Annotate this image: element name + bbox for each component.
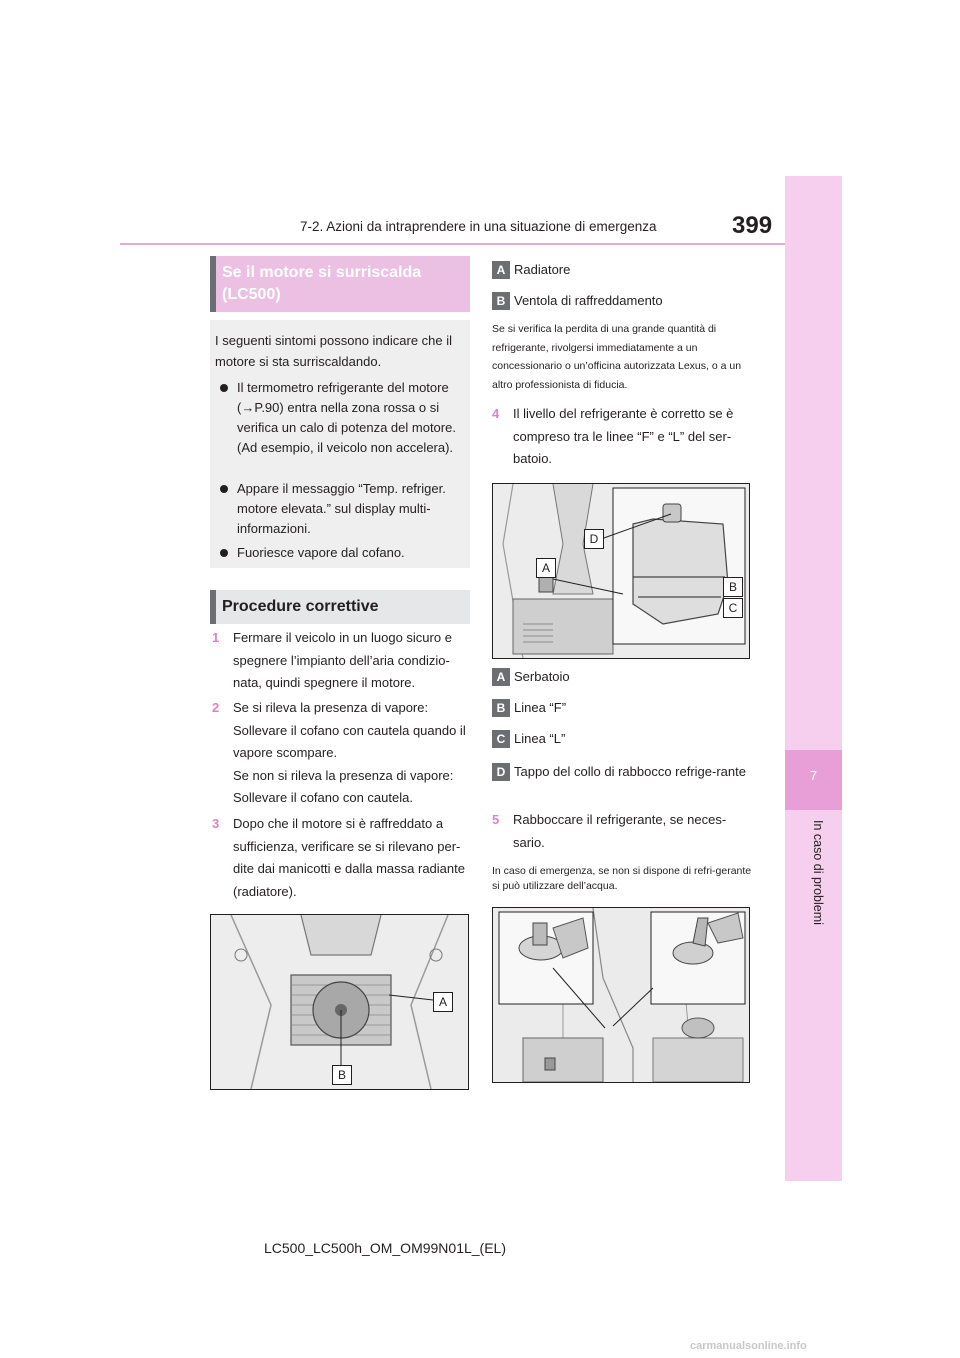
key-badge: B [492, 292, 510, 310]
figure-tag: A [433, 992, 453, 1012]
step-text: Rabboccare il refrigerante, se neces-sario. [513, 812, 727, 850]
key-label: Tappo del collo di rabbocco refrige-rante [514, 764, 746, 779]
page-number: 399 [732, 212, 773, 239]
procedure-heading-text: Procedure correttive [222, 598, 379, 615]
step-item [212, 697, 477, 810]
overheat-heading [210, 256, 470, 312]
key-label: Radiatore [514, 262, 571, 277]
key-badge: A [492, 261, 510, 279]
key-badge: A [492, 668, 510, 686]
symptom-item [220, 543, 465, 563]
header-rule [120, 243, 785, 245]
figure-tag: B [723, 577, 743, 597]
side-tab-band [785, 176, 842, 1181]
step-text: Dopo che il motore si è raffreddato a sufficienza, verificare se si rilevano per-dite dai manicotti e dalla massa radiante (radiatore). [233, 816, 465, 899]
key-label: Linea “L” [514, 731, 566, 746]
step-text: Se si rileva la presenza di vapore: Sollevare il cofano con cautela quando il vapore scompare. Se non si rileva la presenza di vapore: Sollevare il cofano con cautela. [233, 700, 466, 805]
document-code-text: LC500_LC500h_OM_OM99N01L_(EL) [263, 1240, 507, 1256]
figure-tag: B [332, 1065, 352, 1085]
key-label: Linea “F” [514, 700, 567, 715]
reservoir-illustration [493, 484, 749, 658]
key-badge: D [492, 763, 510, 781]
step-number: 4 [492, 406, 500, 421]
refill-figure [492, 907, 750, 1083]
water-note: In caso di emergenza, se non si dispone di refri-gerante si può utilizzare dell’acqua. [492, 865, 752, 892]
procedure-heading [210, 590, 470, 624]
key-badge: C [492, 730, 510, 748]
key-badge: B [492, 699, 510, 717]
reservoir-figure [492, 483, 750, 659]
chapter-label: In caso di problemi [811, 820, 825, 925]
symptom-text: Fuoriesce vapore dal cofano. [237, 545, 405, 560]
step-number: 1 [212, 630, 220, 645]
overheat-heading-text: Se il motore si surriscalda (LC500) [222, 264, 422, 303]
key-label: Ventola di raffreddamento [514, 293, 663, 308]
bullet-icon [220, 384, 228, 392]
chapter-number: 7 [809, 768, 818, 783]
figure-tag: C [723, 598, 743, 618]
step-item [212, 813, 477, 903]
step-number: 2 [212, 700, 220, 715]
section-title: 7-2. Azioni da intraprendere in una situazione di emergenza [300, 219, 657, 234]
watermark: carmanualsonline.info [690, 1340, 807, 1352]
step-item [492, 809, 754, 854]
symptom-item [220, 378, 465, 458]
refill-illustration [493, 908, 749, 1082]
document-code [0, 1240, 960, 1256]
figure-tag: A [536, 558, 556, 578]
radiator-figure [210, 914, 469, 1090]
figure-tag: D [584, 529, 604, 549]
bullet-icon [220, 549, 228, 557]
symptom-text: Il termometro refrigerante del motore (→P.90) entra nella zona rossa o si verifica un calo di potenza del motore. (Ad esempio, il veicolo non accelera). [237, 380, 456, 455]
symptom-item [220, 479, 465, 539]
step-text: Fermare il veicolo in un luogo sicuro e spegnere l’impianto dell’aria condizio-nata, quindi spegnere il motore. [233, 630, 452, 690]
symptoms-intro: I seguenti sintomi possono indicare che il motore si sta surriscaldando. [215, 333, 453, 369]
step-item [212, 627, 477, 695]
step-number: 3 [212, 816, 220, 831]
bullet-icon [220, 485, 228, 493]
symptom-text: Appare il messaggio “Temp. refriger. motore elevata.” sul display multi-informazioni. [237, 481, 446, 536]
step-text: Il livello del refrigerante è corretto se è compreso tra le linee “F” e “L” del ser-batoio. [513, 406, 734, 466]
leak-note: Se si verifica la perdita di una grande quantità di refrigerante, rivolgersi immediatamente a un concessionario o un’officina autorizzata Lexus, o a un altro professionista di fiducia. [492, 323, 742, 391]
step-item [492, 403, 754, 471]
step-number: 5 [492, 812, 500, 827]
radiator-illustration [211, 915, 468, 1089]
key-label: Serbatoio [514, 669, 570, 684]
chapter-label-wrap [785, 820, 842, 980]
